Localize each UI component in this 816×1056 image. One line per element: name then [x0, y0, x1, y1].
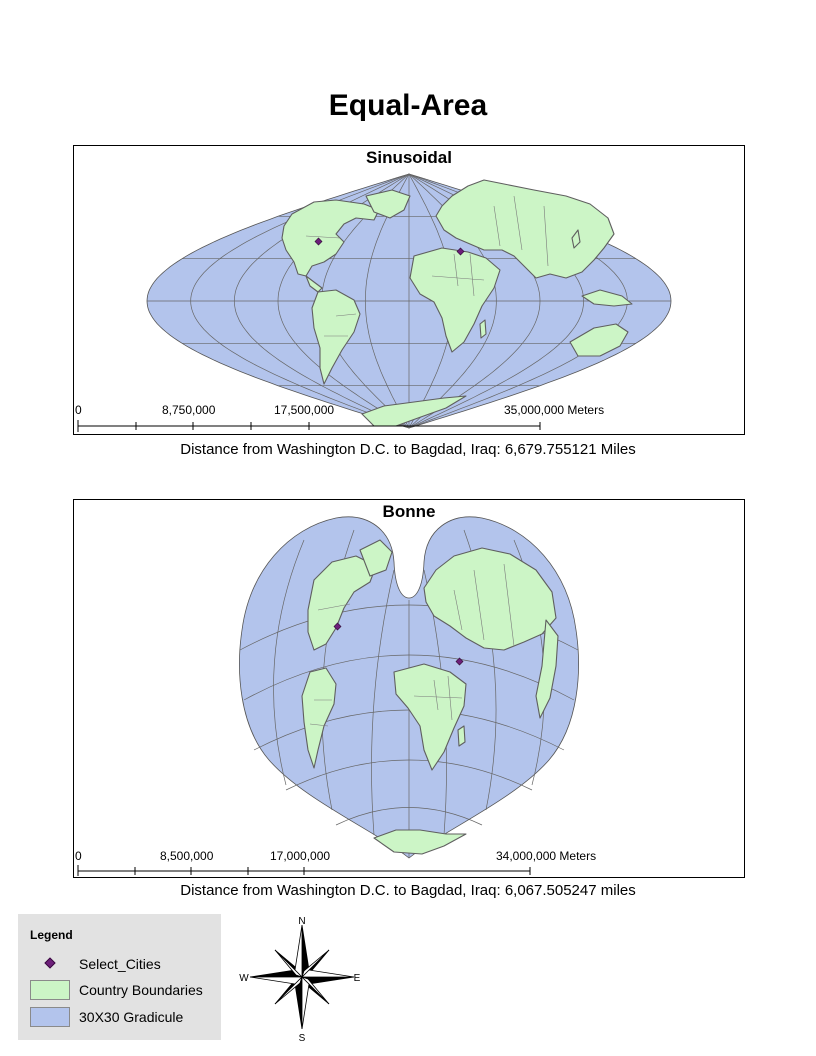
legend-title: Legend: [30, 928, 73, 942]
sinusoidal-distance-caption: Distance from Washington D.C. to Bagdad, Iraq: 6,679.755121 Miles: [180, 441, 636, 458]
compass-rose-icon: [236, 914, 366, 1044]
sinusoidal-scale-label-3: 35,000,000 Meters: [504, 403, 605, 417]
antarctica: [374, 830, 466, 854]
compass-s: S: [298, 1033, 306, 1044]
compass-w: W: [239, 973, 249, 984]
madagascar: [458, 726, 465, 746]
sinusoidal-map-title: Sinusoidal: [366, 148, 452, 167]
compass-n: N: [298, 916, 306, 927]
legend-label: Country Boundaries: [79, 982, 203, 998]
bonne-scale-bar: [78, 865, 530, 876]
sinusoidal-map-frame[interactable]: [73, 145, 745, 435]
legend-label: Select_Cities: [79, 956, 161, 972]
bonne-map-title: Bonne: [382, 502, 436, 521]
sinusoidal-scale-label-1: 8,750,000: [162, 403, 216, 417]
legend-item-graticule: [18, 1007, 221, 1029]
bonne-scale-label-2: 17,000,000: [270, 849, 331, 863]
legend-label: 30X30 Gradicule: [79, 1009, 184, 1025]
bonne-scale-label-0: 0: [75, 849, 82, 863]
sinusoidal-scale-label-2: 17,500,000: [274, 403, 335, 417]
legend-item-country-boundaries: [18, 980, 221, 1002]
legend-item-select-cities: [18, 954, 221, 976]
bonne-scale-label-3: 34,000,000 Meters: [496, 849, 597, 863]
page-title: Equal-Area: [328, 89, 488, 122]
land-swatch: [30, 980, 70, 1000]
city-point-icon: [44, 957, 55, 968]
bonne-scale-label-1: 8,500,000: [160, 849, 214, 863]
sinusoidal-scale-bar: [78, 420, 540, 432]
bonne-map[interactable]: [74, 500, 744, 877]
bonne-map-frame[interactable]: [73, 499, 745, 878]
sinusoidal-map[interactable]: [74, 146, 744, 434]
madagascar: [480, 320, 486, 338]
compass-e: E: [353, 973, 361, 984]
sinusoidal-scale-label-0: 0: [75, 403, 82, 417]
legend: [18, 914, 221, 1040]
ocean-swatch: [30, 1007, 70, 1027]
bonne-distance-caption: Distance from Washington D.C. to Bagdad, Iraq: 6,067.505247 miles: [180, 882, 636, 899]
